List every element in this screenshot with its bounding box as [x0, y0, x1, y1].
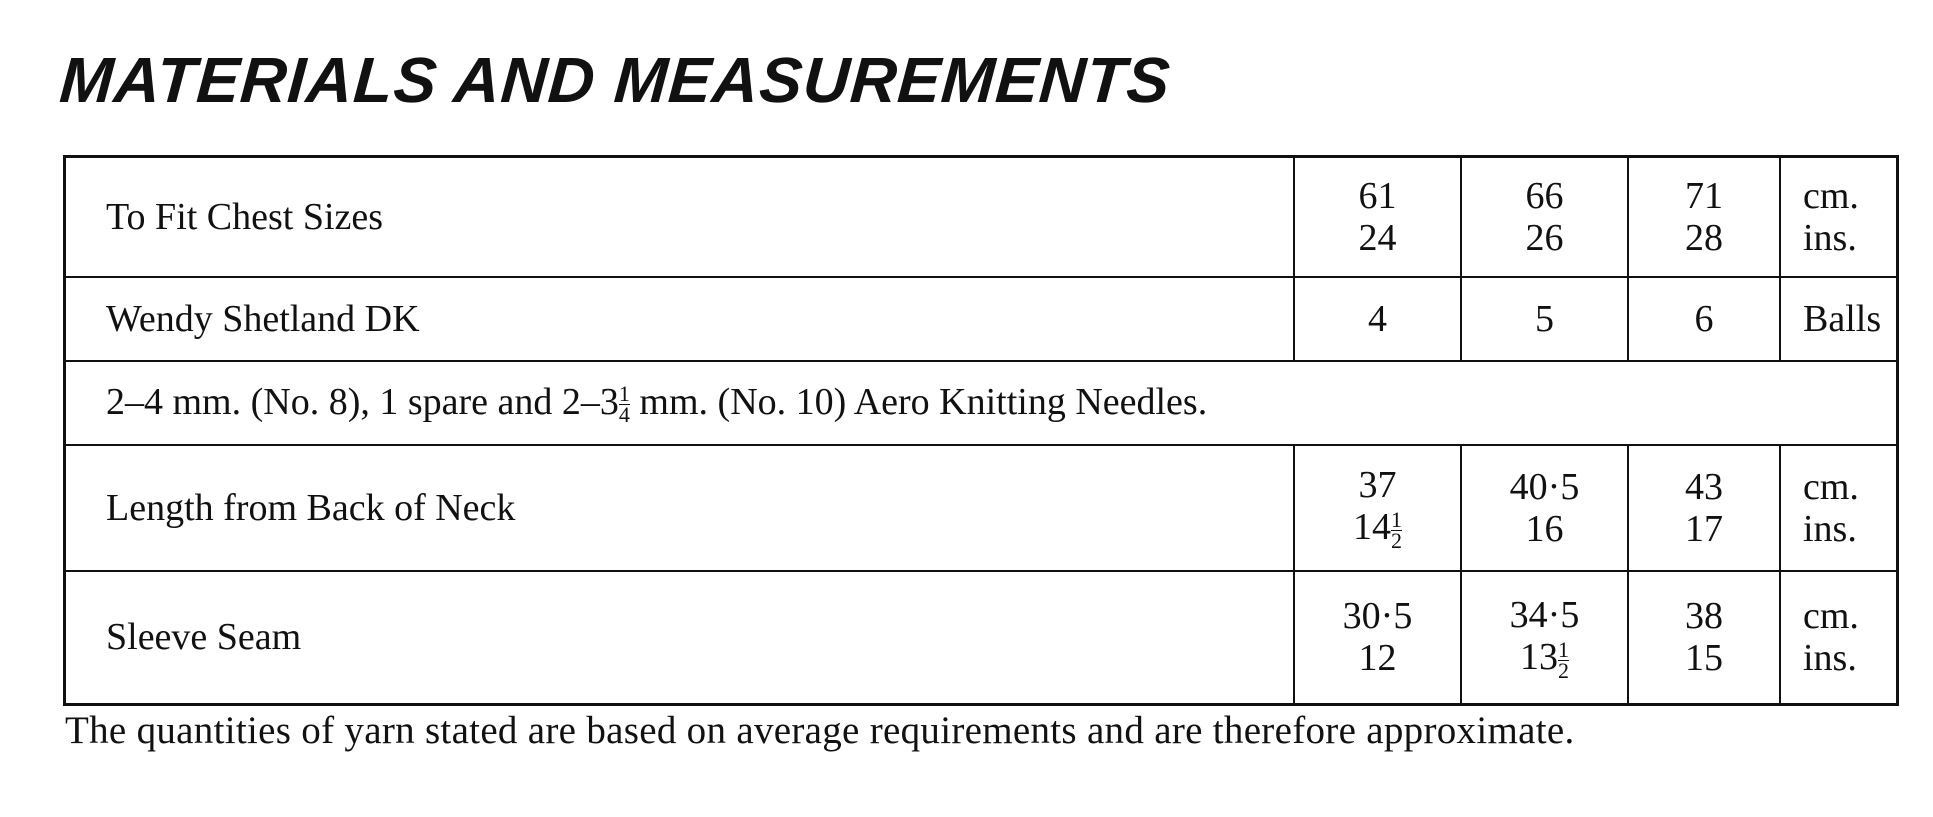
length-size-2: [1461, 445, 1628, 571]
table-row-yarn: [65, 277, 1898, 361]
yarn-size-3: 6: [1628, 277, 1780, 361]
length-unit-in: ins.: [1803, 507, 1857, 550]
sleeve-units: [1780, 571, 1898, 705]
sleeve-size-3: [1628, 571, 1780, 705]
needles-fraction: [618, 381, 630, 428]
sleeve-size-2: [1461, 571, 1628, 705]
materials-table: [63, 155, 1899, 706]
sleeve-label: Sleeve Seam: [65, 571, 1295, 705]
chest-size-3-cm: 71: [1685, 174, 1723, 217]
length-frac-den: 2: [1391, 527, 1402, 553]
sleeve-size-2-fraction: [1558, 636, 1569, 683]
length-size-1-fraction: [1391, 506, 1402, 553]
sleeve-frac-den: 2: [1558, 657, 1569, 683]
length-size-1-in: [1295, 506, 1460, 551]
yarn-size-1: 4: [1294, 277, 1461, 361]
needles-frac-num: 1: [618, 381, 630, 407]
table-row-sleeve: [65, 571, 1898, 705]
chest-unit-cm: cm.: [1803, 174, 1859, 217]
chest-size-1: [1294, 157, 1461, 277]
length-label: Length from Back of Neck: [65, 445, 1295, 571]
length-size-2-cm: 40·5: [1509, 465, 1580, 508]
sleeve-size-2-in: [1462, 636, 1627, 681]
needles-text-b: mm. (No. 10) Aero Knitting Needles.: [629, 380, 1208, 423]
sleeve-unit-in: ins.: [1803, 637, 1857, 680]
sleeve-size-2-cm: 34·5: [1509, 593, 1580, 636]
sleeve-size-3-cm: 38: [1685, 595, 1723, 638]
needles-text: [65, 361, 1898, 445]
length-size-3: [1628, 445, 1780, 571]
chest-size-2: [1461, 157, 1628, 277]
yarn-label: Wendy Shetland DK: [65, 277, 1295, 361]
length-size-2-in: 16: [1525, 507, 1564, 550]
length-size-1-in-whole: 14: [1353, 506, 1391, 549]
page-title: MATERIALS AND MEASUREMENTS: [57, 44, 1173, 116]
length-size-3-cm: 43: [1685, 465, 1723, 508]
yarn-size-2: 5: [1461, 277, 1628, 361]
sleeve-size-2-in-whole: 13: [1520, 635, 1558, 678]
table-row-chest: [65, 157, 1898, 277]
sleeve-unit-cm: cm.: [1803, 595, 1859, 638]
chest-unit-in: ins.: [1803, 216, 1857, 259]
length-size-3-in: 17: [1685, 507, 1723, 550]
chest-size-3-in: 28: [1685, 216, 1723, 259]
length-frac-num: 1: [1391, 506, 1402, 532]
chest-size-1-cm: 61: [1358, 174, 1397, 217]
sleeve-size-1: [1294, 571, 1461, 705]
chest-size-2-in: 26: [1525, 216, 1564, 259]
chest-units: [1780, 157, 1898, 277]
length-units: [1780, 445, 1898, 571]
needles-frac-den: 4: [618, 402, 630, 428]
chest-size-1-in: 24: [1358, 216, 1397, 259]
length-size-1-cm: 37: [1358, 464, 1397, 507]
chest-size-2-cm: 66: [1525, 174, 1564, 217]
sleeve-frac-num: 1: [1558, 636, 1569, 662]
yarn-unit: Balls: [1780, 277, 1898, 361]
table-row-length: [65, 445, 1898, 571]
chest-size-3: [1628, 157, 1780, 277]
length-size-1: [1294, 445, 1461, 571]
table-row-needles: [65, 361, 1898, 445]
sleeve-size-1-in: 12: [1358, 637, 1397, 680]
sleeve-size-1-cm: 30·5: [1342, 595, 1413, 638]
sleeve-size-3-in: 15: [1685, 637, 1723, 680]
chest-label: To Fit Chest Sizes: [65, 157, 1295, 277]
needles-text-a: 2–4 mm. (No. 8), 1 spare and 2–3: [106, 380, 619, 423]
yarn-quantity-note: The quantities of yarn stated are based on average requirements and are therefore approximate.: [65, 709, 1575, 752]
length-unit-cm: cm.: [1803, 465, 1859, 508]
